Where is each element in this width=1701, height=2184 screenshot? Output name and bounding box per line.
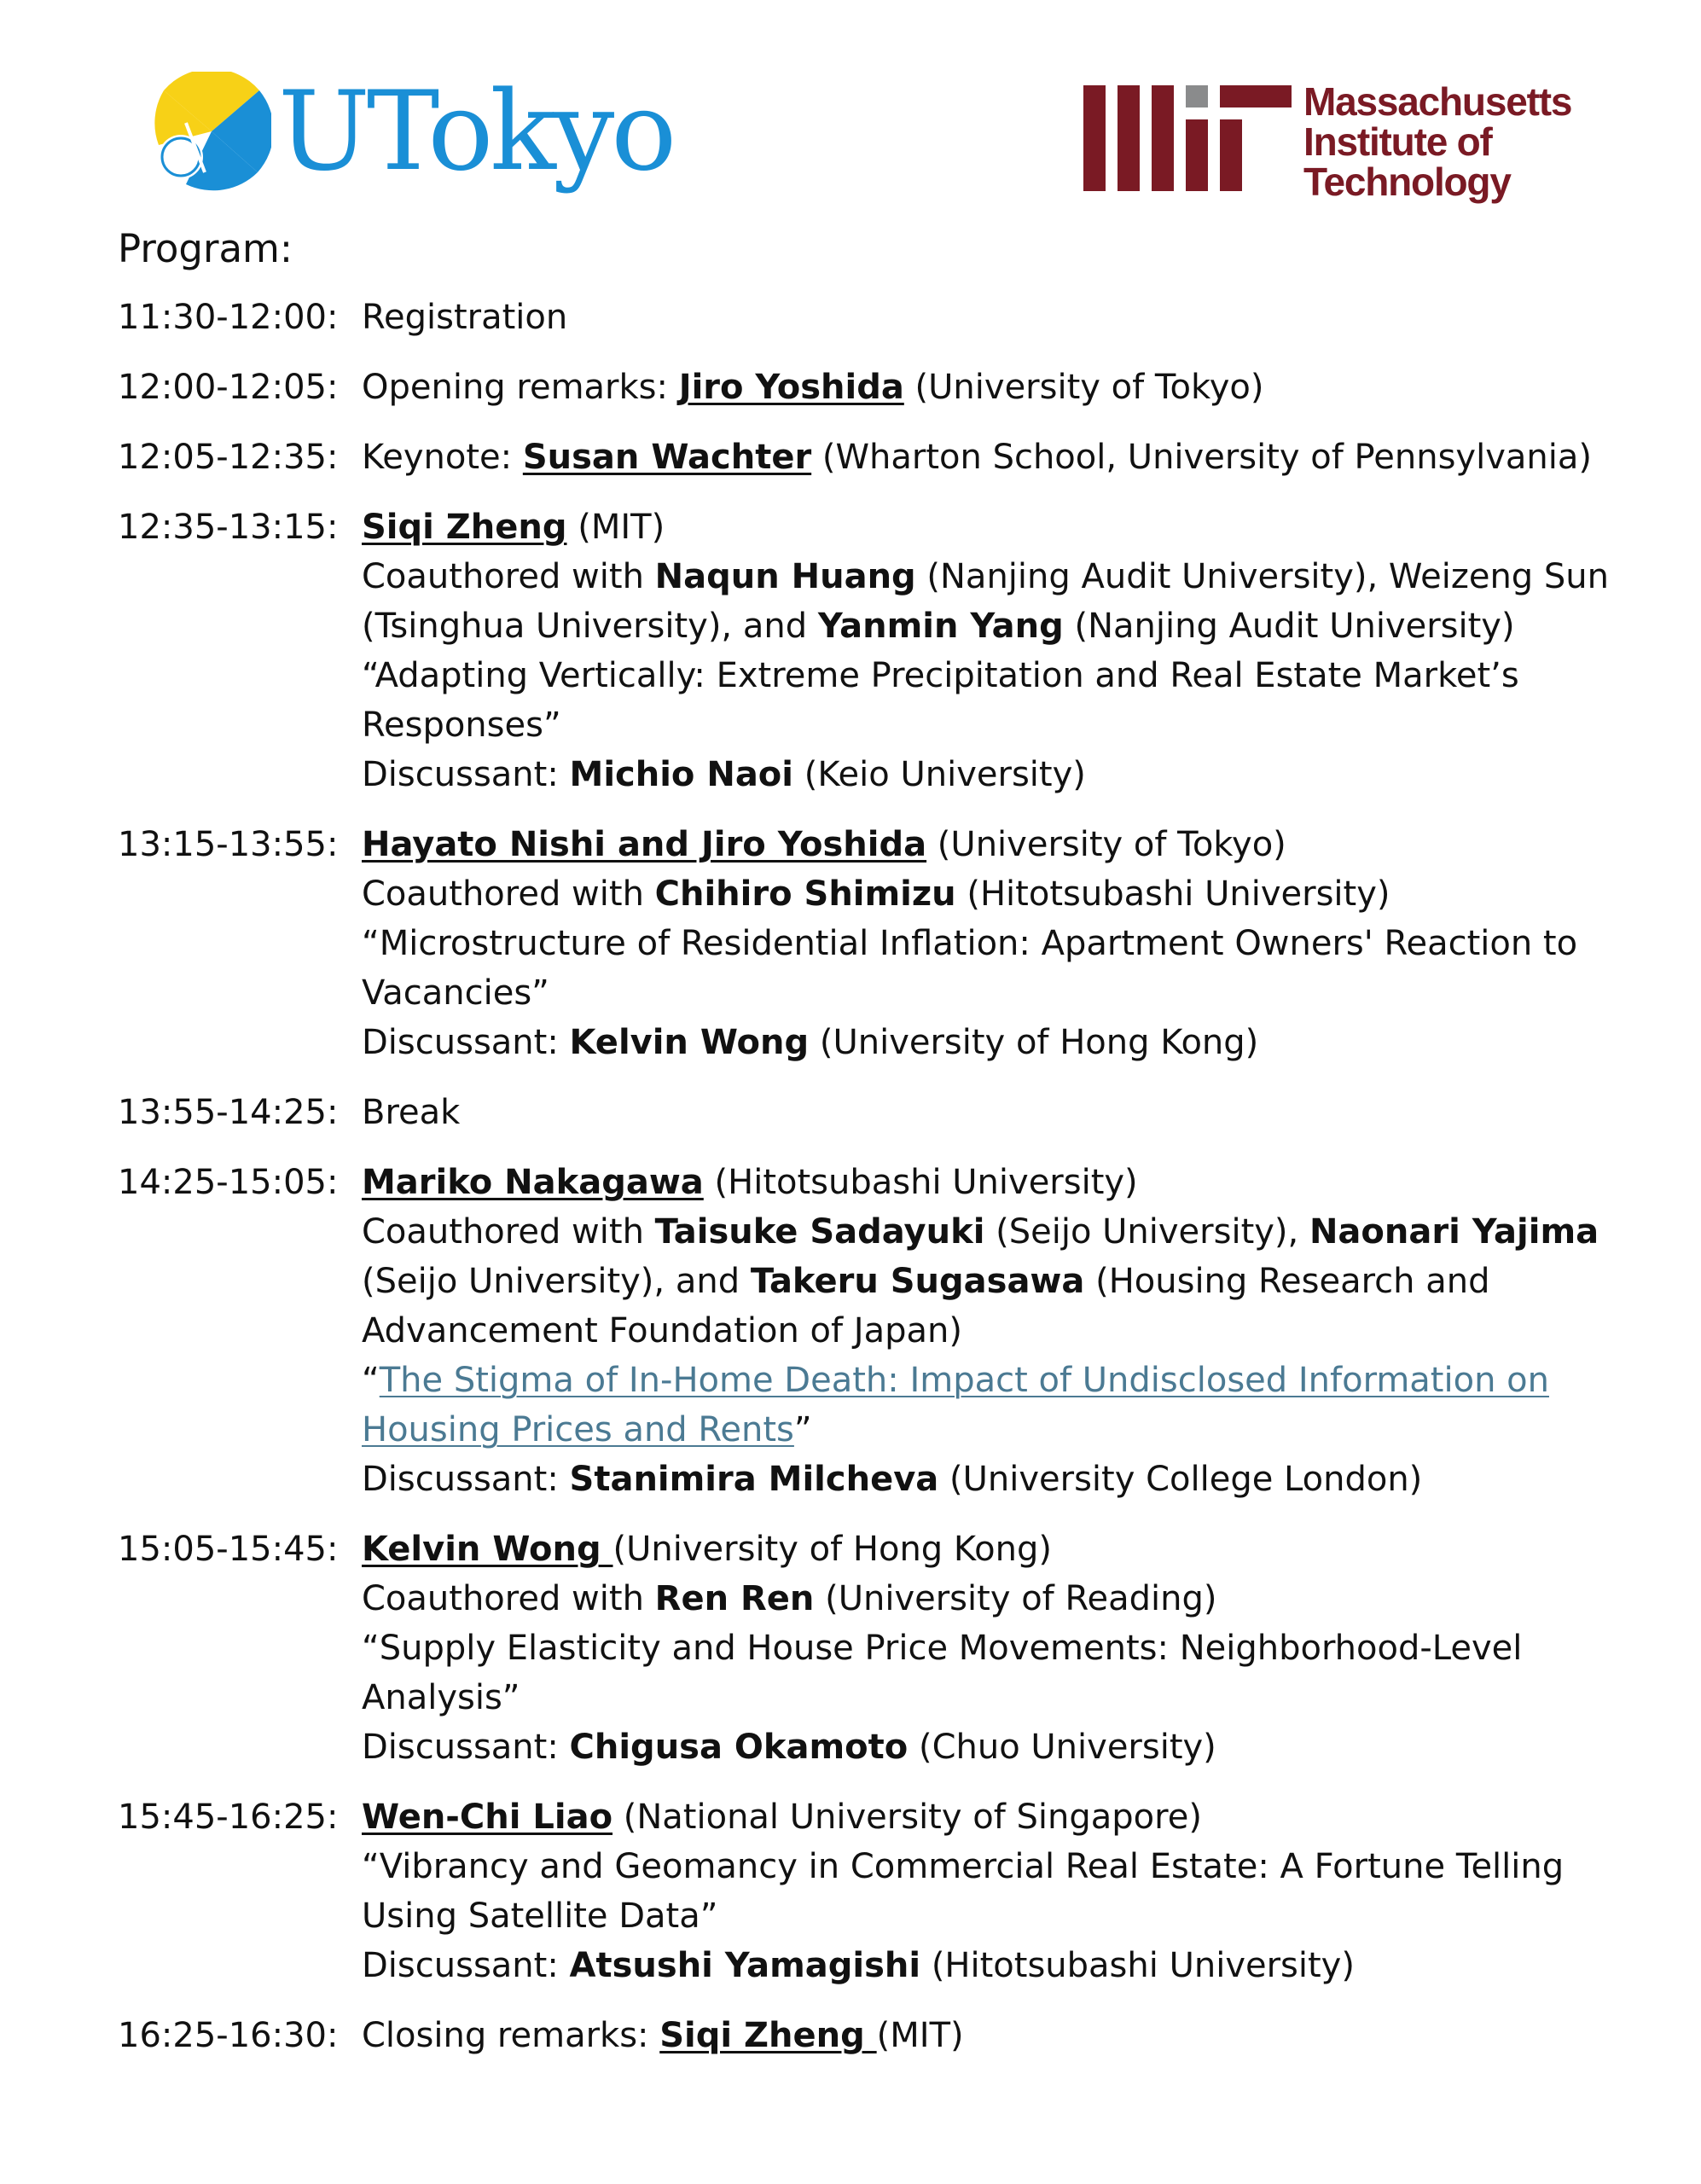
coauthor-lead: Coauthored with xyxy=(362,1212,655,1252)
utokyo-logo xyxy=(152,68,674,200)
schedule-slot xyxy=(118,1088,1619,1137)
schedule-slot xyxy=(118,2011,1619,2060)
discussant-name: Michio Naoi xyxy=(569,755,793,794)
slot-prefix: Closing remarks: xyxy=(362,2016,660,2055)
speaker-affiliation: (National University of Singapore) xyxy=(612,1798,1202,1837)
slot-line xyxy=(362,820,1619,869)
title-close-quote: ” xyxy=(793,1410,812,1449)
slot-time: 14:25-15:05: xyxy=(118,1163,339,1202)
coauthor-affiliation: (Housing Research and xyxy=(1084,1262,1490,1301)
slot-line xyxy=(362,433,1619,482)
discussant-label: Discussant: xyxy=(362,755,570,794)
schedule-slot xyxy=(118,1792,1619,1990)
slot-line xyxy=(362,502,1619,552)
coauthor-lead: Coauthored with xyxy=(362,557,655,596)
slot-time: 15:45-16:25: xyxy=(118,1798,339,1837)
mit-logo-bars-icon xyxy=(1083,85,1292,191)
slot-time: 11:30-12:00: xyxy=(118,298,339,337)
discussant-line xyxy=(362,1941,1619,1990)
schedule-slot xyxy=(118,1525,1619,1772)
slot-time: 13:15-13:55: xyxy=(118,825,339,864)
discussant-affiliation: (University of Hong Kong) xyxy=(809,1023,1259,1062)
mit-name xyxy=(1303,79,1572,204)
speaker-affiliation: (University of Tokyo) xyxy=(926,825,1286,864)
utokyo-wordmark: UTokyo xyxy=(278,68,674,195)
discussant-label: Discussant: xyxy=(362,1460,570,1499)
coauthor-affiliation: (Seijo University), xyxy=(984,1212,1309,1252)
paper-title-line: Analysis” xyxy=(362,1678,520,1717)
speaker-affiliation: (MIT) xyxy=(876,2016,964,2055)
schedule-slot xyxy=(118,363,1619,412)
slot-time: 12:00-12:05: xyxy=(118,368,339,407)
title-open-quote: “ xyxy=(362,1361,380,1400)
discussant-name: Chigusa Okamoto xyxy=(569,1728,909,1767)
discussant-affiliation: (University College London) xyxy=(938,1460,1423,1499)
coauthor-name: Ren Ren xyxy=(654,1579,815,1618)
slot-time: 13:55-14:25: xyxy=(118,1093,339,1132)
slot-time: 15:05-15:45: xyxy=(118,1530,339,1569)
mit-name-line: Technology xyxy=(1303,160,1511,204)
speaker-name: Hayato Nishi and Jiro Yoshida xyxy=(362,825,927,864)
speaker-name: Siqi Zheng xyxy=(659,2016,877,2055)
discussant-line xyxy=(362,1018,1619,1067)
schedule-slot xyxy=(118,433,1619,482)
coauthor-affiliation: (Nanjing Audit University) xyxy=(1063,607,1515,646)
coauthor-affiliation: (Hitotsubashi University) xyxy=(955,874,1390,914)
schedule-slot xyxy=(118,293,1619,342)
paper-title-line: Responses” xyxy=(362,706,561,745)
paper-title-line: “Adapting Vertically: Extreme Precipitation and Real Estate Market’s xyxy=(362,656,1519,695)
coauthor-line: Advancement Foundation of Japan) xyxy=(362,1311,962,1350)
speaker-affiliation: (Wharton School, University of Pennsylvania) xyxy=(811,438,1592,477)
coauthor-line xyxy=(362,1574,1619,1623)
speaker-affiliation: (University of Hong Kong) xyxy=(612,1530,1052,1569)
discussant-name: Kelvin Wong xyxy=(569,1023,810,1062)
slot-text: Registration xyxy=(362,298,568,337)
coauthor-lead: Coauthored with xyxy=(362,874,655,914)
schedule-slot xyxy=(118,1158,1619,1504)
speaker-name: Siqi Zheng xyxy=(362,508,567,547)
coauthor-name: Yanmin Yang xyxy=(817,607,1064,646)
coauthor-line xyxy=(362,601,1619,651)
speaker-name: Kelvin Wong xyxy=(362,1530,613,1569)
paper-title-line xyxy=(362,1405,1619,1455)
slot-time: 16:25-16:30: xyxy=(118,2016,339,2055)
discussant-name: Atsushi Yamagishi xyxy=(569,1946,921,1985)
speaker-name: Wen-Chi Liao xyxy=(362,1798,613,1837)
speaker-affiliation: (University of Tokyo) xyxy=(903,368,1264,407)
slot-line xyxy=(362,1158,1619,1207)
coauthor-name: Naqun Huang xyxy=(654,557,916,596)
paper-title-line xyxy=(362,1356,1619,1405)
slot-line xyxy=(362,1792,1619,1842)
mit-logo xyxy=(1083,79,1612,210)
discussant-label: Discussant: xyxy=(362,1946,570,1985)
schedule-slot xyxy=(118,820,1619,1067)
slot-line xyxy=(362,363,1619,412)
coauthor-name: Naonari Yajima xyxy=(1309,1212,1599,1252)
discussant-line xyxy=(362,750,1619,799)
paper-title-line: “Vibrancy and Geomancy in Commercial Real Estate: A Fortune Telling xyxy=(362,1847,1565,1886)
schedule xyxy=(118,293,1619,2081)
paper-title-line: “Microstructure of Residential Inflation: Apartment Owners' Reaction to xyxy=(362,924,1578,963)
slot-line xyxy=(362,1525,1619,1574)
discussant-line xyxy=(362,1455,1619,1504)
slot-prefix: Keynote: xyxy=(362,438,523,477)
coauthor-line xyxy=(362,1207,1619,1257)
discussant-affiliation: (Chuo University) xyxy=(908,1728,1216,1767)
schedule-slot xyxy=(118,502,1619,799)
slot-line xyxy=(362,2011,1619,2060)
speaker-name: Mariko Nakagawa xyxy=(362,1163,704,1202)
paper-title-line: Using Satellite Data” xyxy=(362,1896,718,1936)
discussant-label: Discussant: xyxy=(362,1728,570,1767)
paper-title-link[interactable]: The Stigma of In-Home Death: Impact of Undisclosed Information on xyxy=(379,1361,1549,1400)
discussant-affiliation: (Hitotsubashi University) xyxy=(920,1946,1355,1985)
mit-name-line: Institute of xyxy=(1303,119,1492,164)
coauthor-name: Chihiro Shimizu xyxy=(654,874,956,914)
discussant-label: Discussant: xyxy=(362,1023,570,1062)
coauthor-line xyxy=(362,869,1619,919)
coauthor-line xyxy=(362,1257,1619,1306)
discussant-affiliation: (Keio University) xyxy=(793,755,1086,794)
mit-name-line: Massachusetts xyxy=(1303,79,1572,124)
paper-title-line: Vacancies” xyxy=(362,973,549,1013)
coauthor-lead: Coauthored with xyxy=(362,1579,655,1618)
coauthor-name: Takeru Sugasawa xyxy=(750,1262,1085,1301)
speaker-affiliation: (MIT) xyxy=(566,508,665,547)
program-heading: Program: xyxy=(118,226,293,271)
ginkgo-leaf-icon xyxy=(152,72,271,191)
paper-title-link[interactable]: Housing Prices and Rents xyxy=(362,1410,794,1449)
coauthor-text: (Seijo University), and xyxy=(362,1262,751,1301)
speaker-affiliation: (Hitotsubashi University) xyxy=(703,1163,1138,1202)
slot-text: Break xyxy=(362,1093,461,1132)
coauthor-text: (Tsinghua University), and xyxy=(362,607,818,646)
coauthor-affiliation: (Nanjing Audit University), Weizeng Sun xyxy=(915,557,1609,596)
slot-prefix: Opening remarks: xyxy=(362,368,679,407)
speaker-name: Susan Wachter xyxy=(522,438,812,477)
discussant-name: Stanimira Milcheva xyxy=(569,1460,939,1499)
slot-time: 12:35-13:15: xyxy=(118,508,339,547)
coauthor-line xyxy=(362,552,1619,601)
coauthor-affiliation: (University of Reading) xyxy=(814,1579,1217,1618)
paper-title-line: “Supply Elasticity and House Price Movements: Neighborhood-Level xyxy=(362,1629,1523,1668)
slot-time: 12:05-12:35: xyxy=(118,438,339,477)
discussant-line xyxy=(362,1722,1619,1772)
coauthor-name: Taisuke Sadayuki xyxy=(654,1212,985,1252)
speaker-name: Jiro Yoshida xyxy=(678,368,904,407)
